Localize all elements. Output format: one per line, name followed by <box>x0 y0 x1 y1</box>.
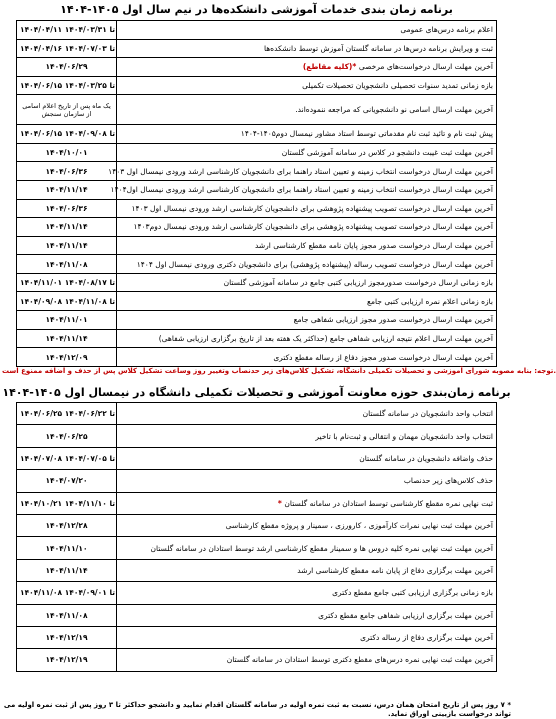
date-cell: ۱۴۰۴/۱۰/۲۱ تا ۱۴۰۴/۱۱/۱۰ <box>17 492 117 514</box>
table-row <box>17 236 497 255</box>
activity-text: آخرین مهلت ارسال اعلام نتیجه ارزیابی شفاهی جامع (حداکثر یک هفته بعد از تاریخ برگزاری ارزیابی شفاهی) <box>158 333 493 343</box>
date-cell: ۱۴۰۴/۱۱/۱۴ <box>17 236 117 255</box>
activity-cell <box>117 329 497 348</box>
table-row <box>17 255 497 274</box>
table-row <box>17 143 497 162</box>
warning-note: توجه: بنابه مصوبه شورای آموزشی و تحصیلات تکمیلی دانشگاه، تشکیل کلاس‌های زیر حدنصاب وتغییر روز وساعت تشکیل کلاس پس از حذف و اضافه ممنوع است. <box>2 367 556 375</box>
activity-text: بازه زمانی ارسال درخواست صدورمجوز ارزیابی کتبی جامع در سامانه آموزشی گلستان <box>223 278 493 288</box>
table-row <box>17 537 497 559</box>
table-row <box>17 626 497 648</box>
activity-cell <box>117 470 497 492</box>
activity-cell <box>117 143 497 162</box>
activity-text: آخرین مهلت برگزاری دفاع از پایان نامه مقطع کارشناسی ارشد <box>297 565 493 575</box>
table-row <box>17 76 497 95</box>
date-cell: ۱۴۰۴/۰۷/۰۸ تا ۱۴۰۴/۰۷/۰۵ <box>17 447 117 469</box>
page-title: برنامه زمان بندی خدمات آموزشی دانشکده‌ها در نیم سال اول ۱۴۰۵-۱۴۰۴ <box>60 3 453 16</box>
date-cell: ۱۴۰۴/۱۲/۱۹ <box>17 649 117 671</box>
date-cell: ۱۴۰۴/۰۶/۲۵ <box>17 425 117 447</box>
activity-cell <box>117 125 497 144</box>
activity-text: آخرین مهلت ارسال درخواست تصویب پیشنهاده پژوهشی برای دانشجویان کارشناسی ارشد ورودی نیمسال اول ۱۴۰۳ <box>131 203 493 213</box>
activity-text: آخرین مهلت ارسال درخواست انتخاب زمینه و تعیین استاد راهنما برای دانشجویان کارشناسی ارشد ورودی نیمسال اول ۱۴۰۳ <box>108 166 493 176</box>
table-row <box>17 218 497 237</box>
table-row <box>17 447 497 469</box>
table-row <box>17 162 497 181</box>
activity-text: آخرین مهلت ثبت غیبت دانشجو در کلاس در سامانه آموزشی گلستان <box>281 148 493 158</box>
activity-cell <box>117 425 497 447</box>
date-cell: ۱۴۰۴/۱۱/۰۸ تا ۱۴۰۴/۰۹/۰۱ <box>17 582 117 604</box>
date-cell: ۱۴۰۴/۱۰/۰۱ <box>17 143 117 162</box>
activity-cell <box>117 21 497 40</box>
activity-cell <box>117 236 497 255</box>
faculty-schedule-table <box>16 20 497 367</box>
activity-text: آخرین مهلت ارسال درخواست صدور مجوز دفاع از رساله مقطع دکتری <box>273 352 493 362</box>
activity-cell <box>117 559 497 581</box>
activity-text: آخرین مهلت ارسال اسامی نو دانشجویانی که مراجعه ننموده‌اند. <box>295 105 493 115</box>
activity-cell <box>117 95 497 125</box>
table-row <box>17 292 497 311</box>
activity-text: آخرین مهلت ثبت نهایی نمره درس‌های مقطع دکتری توسط استادان در سامانه گلستان <box>226 655 493 665</box>
table-row <box>17 95 497 125</box>
activity-cell <box>117 76 497 95</box>
activity-text: حذف واضافه دانشجویان در سامانه گلستان <box>359 453 493 463</box>
table-row <box>17 470 497 492</box>
table-row <box>17 492 497 514</box>
activity-cell <box>117 403 497 425</box>
activity-text: آخرین مهلت برگزاری دفاع از رساله دکتری <box>360 633 493 643</box>
activity-cell <box>117 604 497 626</box>
table-row <box>17 273 497 292</box>
activity-cell <box>110 180 497 199</box>
activity-text: آخرین مهلت برگزاری ارزیابی شفاهی جامع مقطع دکتری <box>318 610 493 620</box>
activity-cell <box>117 218 497 237</box>
flag-mark: * <box>277 498 285 508</box>
date-cell: ۱۴۰۴/۱۱/۰۱ تا ۱۴۰۴/۰۸/۱۷ <box>17 273 117 292</box>
activity-cell <box>117 582 497 604</box>
table-row <box>17 329 497 348</box>
activity-cell <box>117 514 497 536</box>
activity-cell <box>117 39 497 58</box>
activity-text: حذف کلاس‌های زیر حدنصاب <box>403 476 493 486</box>
activity-text: آخرین مهلت ثبت نهایی نمره کلیه دروس ها و سمینار مقطع کارشناسی ارشد توسط استادان در سامانه گلستان <box>150 543 493 553</box>
table-row <box>17 559 497 581</box>
table-row <box>17 348 497 367</box>
activity-text: ثبت نهایی نمره مقطع کارشناسی توسط استادان در سامانه گلستان <box>284 498 493 508</box>
date-cell: ۱۴۰۴/۰۶/۲۹ <box>17 58 117 77</box>
activity-text: پیش ثبت نام و تائید ثبت نام مقدماتی توسط استاد مشاور نیمسال دوم۱۴۰۵-۱۴۰۴ <box>240 129 493 139</box>
activity-text: اعلام برنامه درس‌های عمومی <box>400 25 493 35</box>
table-row <box>17 582 497 604</box>
activity-cell <box>117 58 497 77</box>
date-cell: ۱۴۰۴/۱۱/۱۴ <box>17 180 117 199</box>
footnote: * ۷ روز پس از تاریخ امتحان همان درس، نسبت به ثبت نمره اولیه در سامانه گلستان اقدام نمایید و دانشجو حداکثر تا ۳ روز پس از ثبت نمره اولیه می تواند درخواست بازبینی اوراق نماید. <box>3 701 511 718</box>
activity-cell <box>117 311 497 330</box>
date-cell: ۱۴۰۴/۱۱/۱۴ <box>17 218 117 237</box>
activity-cell <box>117 199 497 218</box>
date-cell: ۱۴۰۴/۰۴/۱۱ تا ۱۴۰۴/۰۳/۳۱ <box>17 21 117 40</box>
activity-cell <box>117 649 497 671</box>
activity-cell <box>117 537 497 559</box>
table-row <box>17 125 497 144</box>
activity-text: آخرین مهلت ارسال درخواست‌های مرخصی <box>358 62 493 72</box>
activity-text: بازه زمانی برگزاری ارزیابی کتبی جامع مقطع دکتری <box>332 588 493 598</box>
activity-cell <box>117 348 497 367</box>
date-cell: ۱۴۰۴/۰۹/۰۸ تا ۱۴۰۴/۱۱/۰۸ <box>17 292 117 311</box>
date-cell: ۱۴۰۴/۰۶/۱۵ تا ۱۴۰۴/۰۳/۲۵ <box>17 76 117 95</box>
date-cell: ۱۴۰۴/۱۲/۱۹ <box>17 626 117 648</box>
table-row <box>17 425 497 447</box>
activity-cell <box>117 447 497 469</box>
table-row <box>17 604 497 626</box>
table-row <box>17 58 497 77</box>
activity-text: آخرین مهلت ارسال درخواست انتخاب زمینه و تعیین استاد راهنما برای دانشجویان کارشناسی ارشد ورودی نیمسال اول۱۴۰۴ <box>110 185 493 195</box>
date-cell: یک ماه پس از تاریخ اعلام اسامی از سازمان سنجش <box>17 95 117 125</box>
activity-text: بازه زمانی تمدید سنوات تحصیلی دانشجویان تحصیلات تکمیلی <box>302 81 493 91</box>
activity-text: انتخاب واحد دانشجویان مهمان و انتقالی و ثبت‌نام با تاخیر <box>315 431 493 441</box>
activity-cell <box>117 492 497 514</box>
date-cell: ۱۴۰۴/۱۲/۰۹ <box>17 348 117 367</box>
activity-cell <box>117 626 497 648</box>
activity-text: آخرین مهلت ثبت نهایی نمرات کارآموزی ، کارورزی ، سمینار و پروژه مقطع کارشناسی <box>225 521 493 531</box>
activity-text: آخرین مهلت ارسال درخواست تصویب پیشنهاده پژوهشی برای دانشجویان کارشناسی ارشد ورودی نیمسال دوم۱۴۰۳ <box>133 222 493 232</box>
table-row <box>17 514 497 536</box>
activity-text: ثبت و ویرایش برنامه درس‌ها در سامانه گلستان آموزش توسط دانشکده‌ها <box>263 43 493 53</box>
table-row <box>17 403 497 425</box>
activity-text: بازه زمانی اعلام نمره ارزیابی کتبی جامع <box>367 296 493 306</box>
date-cell: ۱۴۰۴/۰۶/۳۶ <box>17 162 117 181</box>
activity-cell <box>117 255 497 274</box>
date-cell: ۱۴۰۴/۰۶/۳۶ <box>17 199 117 218</box>
table-row <box>17 311 497 330</box>
table-row <box>17 649 497 671</box>
activity-cell <box>108 162 497 181</box>
table-row <box>17 180 497 199</box>
table-row <box>17 21 497 40</box>
table-row <box>17 39 497 58</box>
date-cell: ۱۴۰۴/۱۱/۱۴ <box>17 329 117 348</box>
date-cell: ۱۴۰۴/۱۱/۰۸ <box>17 604 117 626</box>
date-cell: ۱۴۰۴/۱۱/۱۴ <box>17 559 117 581</box>
activity-cell <box>117 273 497 292</box>
activity-text: آخرین مهلت ارسال درخواست صدور مجوز ارزیابی شفاهی جامع <box>293 315 493 325</box>
date-cell: ۱۴۰۴/۱۲/۲۸ <box>17 514 117 536</box>
date-cell: ۱۴۰۴/۱۱/۱۰ <box>17 537 117 559</box>
activity-cell <box>117 292 497 311</box>
date-cell: ۱۴۰۴/۰۴/۱۶ تا ۱۴۰۴/۰۷/۰۳ <box>17 39 117 58</box>
date-cell: ۱۴۰۴/۱۱/۰۱ <box>17 311 117 330</box>
flag-mark: *(کلیه مقاطع) <box>302 62 359 72</box>
date-cell: ۱۴۰۴/۱۱/۰۸ <box>17 255 117 274</box>
university-schedule-table <box>16 402 497 672</box>
date-cell: ۱۴۰۴/۰۷/۲۰ <box>17 470 117 492</box>
activity-text: آخرین مهلت ارسال درخواست تصویب رساله (پیشنهاده پژوهشی) برای دانشجویان دکتری ورودی نیمسال اول ۱۴۰۴ <box>136 259 493 269</box>
activity-text: آخرین مهلت ارسال درخواست صدور مجوز پایان نامه مقطع کارشناسی ارشد <box>254 240 493 250</box>
section-title: برنامه زمان‌بندی حوزه معاونت آموزشی و تحصیلات تکمیلی دانشگاه در نیمسال اول ۱۴۰۵-۱۴۰۴ <box>2 386 511 399</box>
activity-text: انتخاب واحد دانشجویان در سامانه گلستان <box>362 409 493 419</box>
date-cell: ۱۴۰۴/۰۶/۱۵ تا ۱۴۰۴/۰۹/۰۸ <box>17 125 117 144</box>
date-cell: ۱۴۰۴/۰۶/۲۵ تا ۱۴۰۴/۰۶/۲۲ <box>17 403 117 425</box>
table-row <box>17 199 497 218</box>
